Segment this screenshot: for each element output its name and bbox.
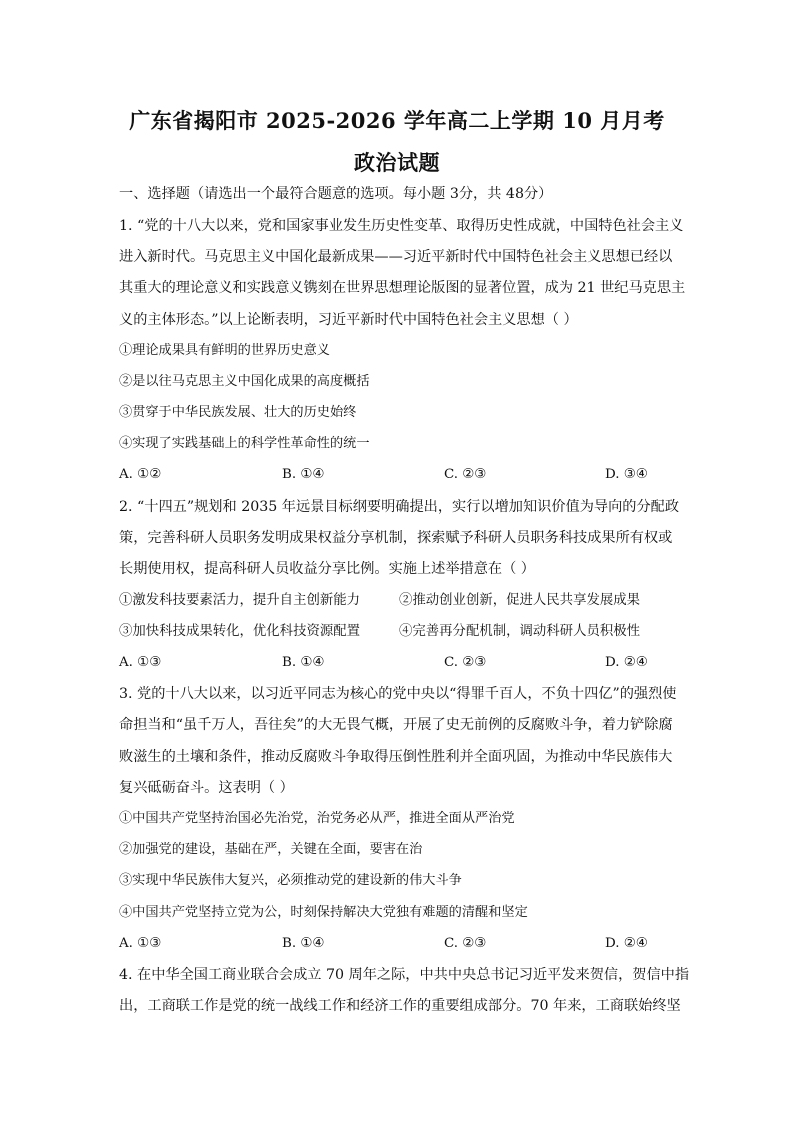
q2-stem-line: 策，完善科研人员职务发明成果权益分享机制，探索赋予科研人员职务科技成果所有权或 <box>119 530 673 546</box>
q1-stem-line: 其重大的理论意义和实践意义镌刻在世界思想理论版图的显著位置，成为 21 世纪马克思主 <box>119 280 686 296</box>
section-heading: 一、选择题（请选出一个最符合题意的选项。每小题 3分，共 48分） <box>119 186 553 202</box>
q3-statement: ③实现中华民族伟大复兴，必须推动党的建设新的伟大斗争 <box>119 873 462 888</box>
exam-title: 广东省揭阳市 2025-2026 学年高二上学期 10 月月考 <box>129 108 665 133</box>
q4-stem-line: 出，工商联工作是党的统一战线工作和经济工作的重要组成部分。70 年来，工商联始终坚 <box>119 998 681 1014</box>
q3-option-b: B. ①④ <box>282 936 325 951</box>
q1-stem-line: 1. “党的十八大以来，党和国家事业发生历史性变革、取得历史性成就，中国特色社会主义 <box>119 218 684 234</box>
exam-subject: 政治试题 <box>354 150 440 175</box>
q3-stem-line: 复兴砥砺奋斗。这表明（ ） <box>119 780 294 796</box>
q2-option-c: C. ②③ <box>444 655 487 670</box>
q3-option-d: D. ②④ <box>605 936 648 951</box>
q1-option-b: B. ①④ <box>282 467 325 482</box>
q3-stem-line: 3. 党的十八大以来，以习近平同志为核心的党中央以“得罪千百人，不负十四亿”的强烈使 <box>119 686 677 702</box>
q1-stem-line: 义的主体形态。”以上论断表明，习近平新时代中国特色社会主义思想（ ） <box>119 312 578 328</box>
q2-statement: ③加快科技成果转化，优化科技资源配置 <box>119 624 361 639</box>
q3-option-c: C. ②③ <box>444 936 487 951</box>
q4-stem-line: 4. 在中华全国工商业联合会成立 70 周年之际，中共中央总书记习近平发来贺信，贺信中指 <box>119 967 690 983</box>
q3-statement: ②加强党的建设，基础在严，关键在全面，要害在治 <box>119 842 423 857</box>
q1-option-c: C. ②③ <box>444 467 487 482</box>
q3-statement: ④中国共产党坚持立党为公，时刻保持解决大党独有难题的清醒和坚定 <box>119 905 528 920</box>
q1-option-a: A. ①② <box>119 467 162 482</box>
q3-option-a: A. ①③ <box>119 936 162 951</box>
q1-option-d: D. ③④ <box>605 467 648 482</box>
q2-option-b: B. ①④ <box>282 655 325 670</box>
q1-statement: ③贯穿于中华民族发展、壮大的历史始终 <box>119 405 357 420</box>
q1-statement: ④实现了实践基础上的科学性革命性的统一 <box>119 436 370 451</box>
q1-statement: ①理论成果具有鲜明的世界历史意义 <box>119 343 330 358</box>
q3-stem-line: 命担当和“虽千万人，吾往矣”的大无畏气概，开展了史无前例的反腐败斗争，着力铲除腐 <box>119 717 673 733</box>
q2-option-d: D. ②④ <box>605 655 648 670</box>
q2-option-a: A. ①③ <box>119 655 162 670</box>
q2-stem-line: 长期使用权，提高科研人员收益分享比例。实施上述举措意在（ ） <box>119 561 535 577</box>
q2-stem-line: 2. “十四五”规划和 2035 年远景目标纲要明确提出，实行以增加知识价值为导向的分配政 <box>119 499 680 515</box>
q2-statement: ②推动创业创新，促进人民共享发展成果 <box>399 593 641 608</box>
q2-statement: ④完善再分配机制，调动科研人员积极性 <box>399 624 641 639</box>
q2-statement: ①激发科技要素活力，提升自主创新能力 <box>119 593 361 608</box>
q3-statement: ①中国共产党坚持治国必先治党，治党务必从严，推进全面从严治党 <box>119 811 515 826</box>
q1-stem-line: 进入新时代。马克思主义中国化最新成果——习近平新时代中国特色社会主义思想已经以 <box>119 249 673 265</box>
q3-stem-line: 败滋生的土壤和条件，推动反腐败斗争取得压倒性胜利并全面巩固，为推动中华民族伟大 <box>119 749 673 765</box>
q1-statement: ②是以往马克思主义中国化成果的高度概括 <box>119 374 370 389</box>
